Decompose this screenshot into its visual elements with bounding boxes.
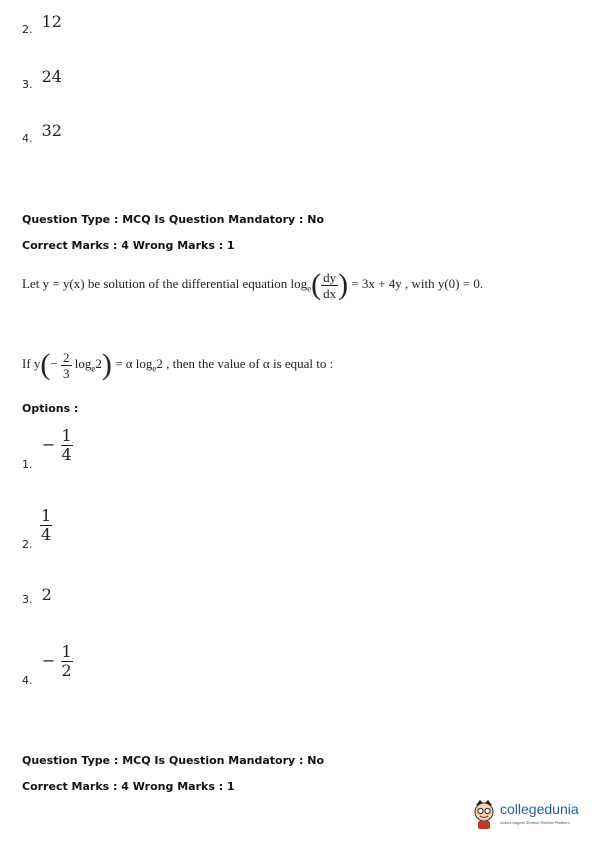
minus-sign: −: [42, 651, 56, 670]
question-type-line: Question Type : MCQ Is Question Mandatory : No: [22, 213, 325, 226]
option-number: 2.: [22, 23, 33, 36]
log-base: e: [152, 363, 157, 374]
option-value: [40, 508, 52, 543]
question-type-line: Question Type : MCQ Is Question Mandatory : No: [22, 754, 325, 767]
dy-dx-fraction: [321, 271, 338, 300]
question-text: Let y = y(x) be solution of the differential equation log: [22, 275, 308, 291]
numerator: 2: [63, 349, 70, 365]
question-line-2: [22, 350, 333, 380]
denominator: 3: [63, 365, 70, 381]
fraction: [61, 644, 73, 679]
logo-tagline: India's largest Student Review Platform: [500, 820, 570, 825]
logo-wordmark: collegedunia: [500, 801, 579, 817]
option-number: 4.: [22, 132, 33, 145]
left-paren: (: [40, 348, 51, 381]
right-paren: ): [101, 348, 112, 381]
denominator: dx: [323, 285, 337, 301]
minus-sign: −: [42, 435, 56, 454]
prev-option-3: [22, 67, 62, 92]
question-text: = α log: [115, 355, 153, 371]
option-value: 24: [41, 67, 62, 86]
numerator: 1: [61, 426, 72, 445]
question-line-1: [22, 270, 483, 300]
option-value: [42, 428, 73, 463]
option-number: 4.: [22, 674, 33, 687]
denominator: 2: [61, 661, 72, 680]
question-text: 2 , then the value of α is equal to :: [156, 355, 334, 371]
prev-option-4: [22, 121, 62, 146]
option-number: 3.: [22, 593, 33, 606]
log-arg: 2: [95, 355, 102, 371]
log-base: e: [91, 363, 96, 374]
denominator: 4: [41, 525, 52, 544]
denominator: 4: [61, 445, 72, 464]
option-number: 3.: [22, 78, 33, 91]
numerator: 1: [41, 506, 52, 525]
marks-line: Correct Marks : 4 Wrong Marks : 1: [22, 239, 235, 252]
minus-sign: −: [50, 355, 58, 371]
log-text: log: [74, 355, 92, 371]
option-number: 1.: [22, 458, 33, 471]
mascot-icon: [470, 798, 498, 830]
option-value: 32: [41, 121, 62, 140]
prev-option-2: [22, 12, 62, 37]
option-number: 2.: [22, 538, 33, 551]
option-3[interactable]: [22, 585, 52, 607]
numerator: 1: [61, 642, 72, 661]
option-value: 2: [41, 585, 52, 604]
two-thirds-fraction: [61, 351, 72, 380]
marks-line: Correct Marks : 4 Wrong Marks : 1: [22, 780, 235, 793]
option-value: [42, 644, 73, 679]
left-paren: (: [311, 268, 322, 301]
right-paren: ): [338, 268, 349, 301]
numerator: dy: [323, 269, 337, 285]
fraction: [40, 508, 52, 543]
question-text: If y: [22, 355, 41, 371]
option-value: 12: [41, 12, 62, 31]
log-base: e: [307, 283, 312, 294]
question-text: = 3x + 4y , with y(0) = 0.: [351, 275, 484, 291]
collegedunia-logo: [470, 798, 588, 832]
options-label: Options :: [22, 402, 79, 415]
fraction: [61, 428, 73, 463]
